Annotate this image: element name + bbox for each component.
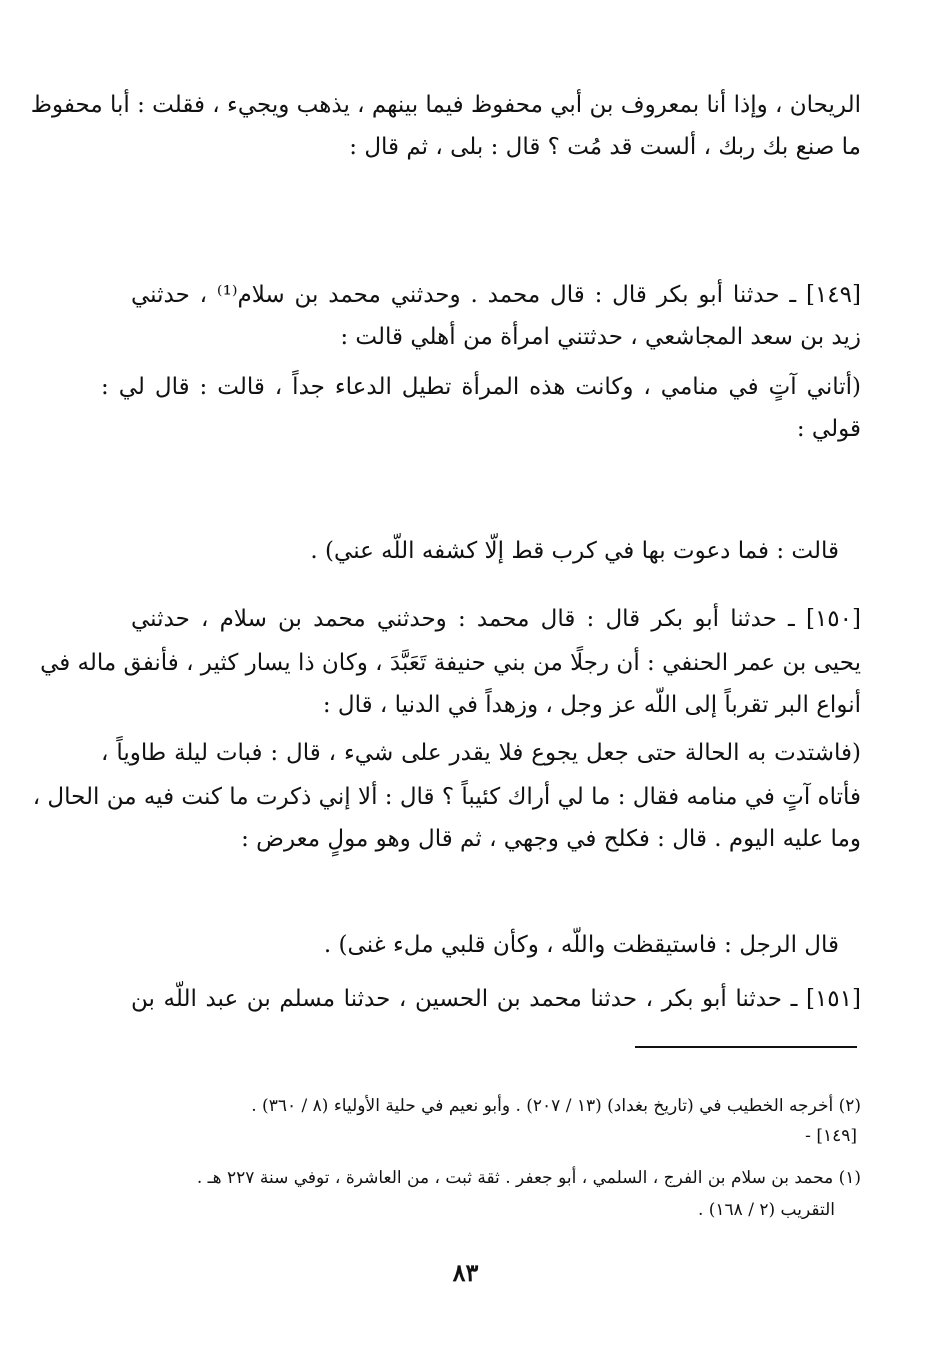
hadith-149-line: (أتاني آتٍ في منامي ، وكانت هذه المرأة تطيل الدعاء جداً ، قالت : قال لي :: [101, 374, 861, 400]
text-line: الريحان ، وإذا أنا بمعروف بن أبي محفوظ فيما بينهم ، يذهب ويجيء ، فقلت : أبا محفوظ: [30, 92, 861, 118]
footnote-2: (٢) أخرجه الخطيب في (تاريخ بغداد) (١٣ / ٢٠٧) . وأبو نعيم في حلية الأولياء (٨ / ٣٦٠) .: [251, 1096, 861, 1116]
hadith-150-line: قال الرجل : فاستيقظت واللّه ، وكأن قلبي ملء غنى) .: [323, 932, 839, 958]
hadith-149-line: زيد بن سعد المجاشعي ، حدثتني امرأة من أهلي قالت :: [340, 324, 861, 350]
hadith-150-line: [١٥٠] ـ حدثنا أبو بكر قال : قال محمد : وحدثني محمد بن سلام ، حدثني: [131, 606, 861, 632]
footnote-1-continuation: التقريب (٢ / ١٦٨) .: [697, 1200, 835, 1220]
hadith-151-line: [١٥١] ـ حدثنا أبو بكر ، حدثنا محمد بن الحسين ، حدثنا مسلم بن عبد اللّه بن: [131, 986, 861, 1012]
hadith-149-line: قولي :: [796, 416, 861, 442]
page-number: ٨٣: [452, 1258, 479, 1287]
hadith-150-line: فأتاه آتٍ في منامه فقال : ما لي أراك كئيباً ؟ قال : ألا إني ذكرت ما كنت فيه من الحال ،: [32, 784, 861, 810]
hadith-150-line: أنواع البر تقرباً إلى اللّه عز وجل ، وزهداً في الدنيا ، قال :: [322, 692, 861, 718]
footnote-2-continuation: [١٤٩] -: [805, 1126, 857, 1146]
hadith-149-line: قالت : فما دعوت بها في كرب قط إلّا كشفه اللّه عني) .: [310, 538, 839, 564]
hadith-149-line: [١٤٩] ـ حدثنا أبو بكر قال : قال محمد . وحدثني محمد بن سلام⁽¹⁾ ، حدثني: [131, 282, 861, 308]
footnote-1: (١) محمد بن سلام بن الفرج ، السلمي ، أبو جعفر . ثقة ثبت ، من العاشرة ، توفي سنة ٢٢٧ هـ .: [196, 1168, 861, 1188]
text-line: ما صنع بك ربك ، ألست قد مُت ؟ قال : بلى ، ثم قال :: [349, 134, 861, 160]
hadith-150-line: وما عليه اليوم . قال : فكلح في وجهي ، ثم قال وهو مولٍ معرض :: [241, 826, 861, 852]
hadith-150-line: يحيى بن عمر الحنفي : أن رجلًا من بني حنيفة تَعَبَّدَ ، وكان ذا يسار كثير ، فأنفق ماله في: [40, 650, 861, 676]
footnote-separator: [635, 1046, 857, 1048]
hadith-150-line: (فاشتدت به الحالة حتى جعل يجوع فلا يقدر على شيء ، قال : فبات ليلة طاوياً ،: [101, 740, 861, 766]
